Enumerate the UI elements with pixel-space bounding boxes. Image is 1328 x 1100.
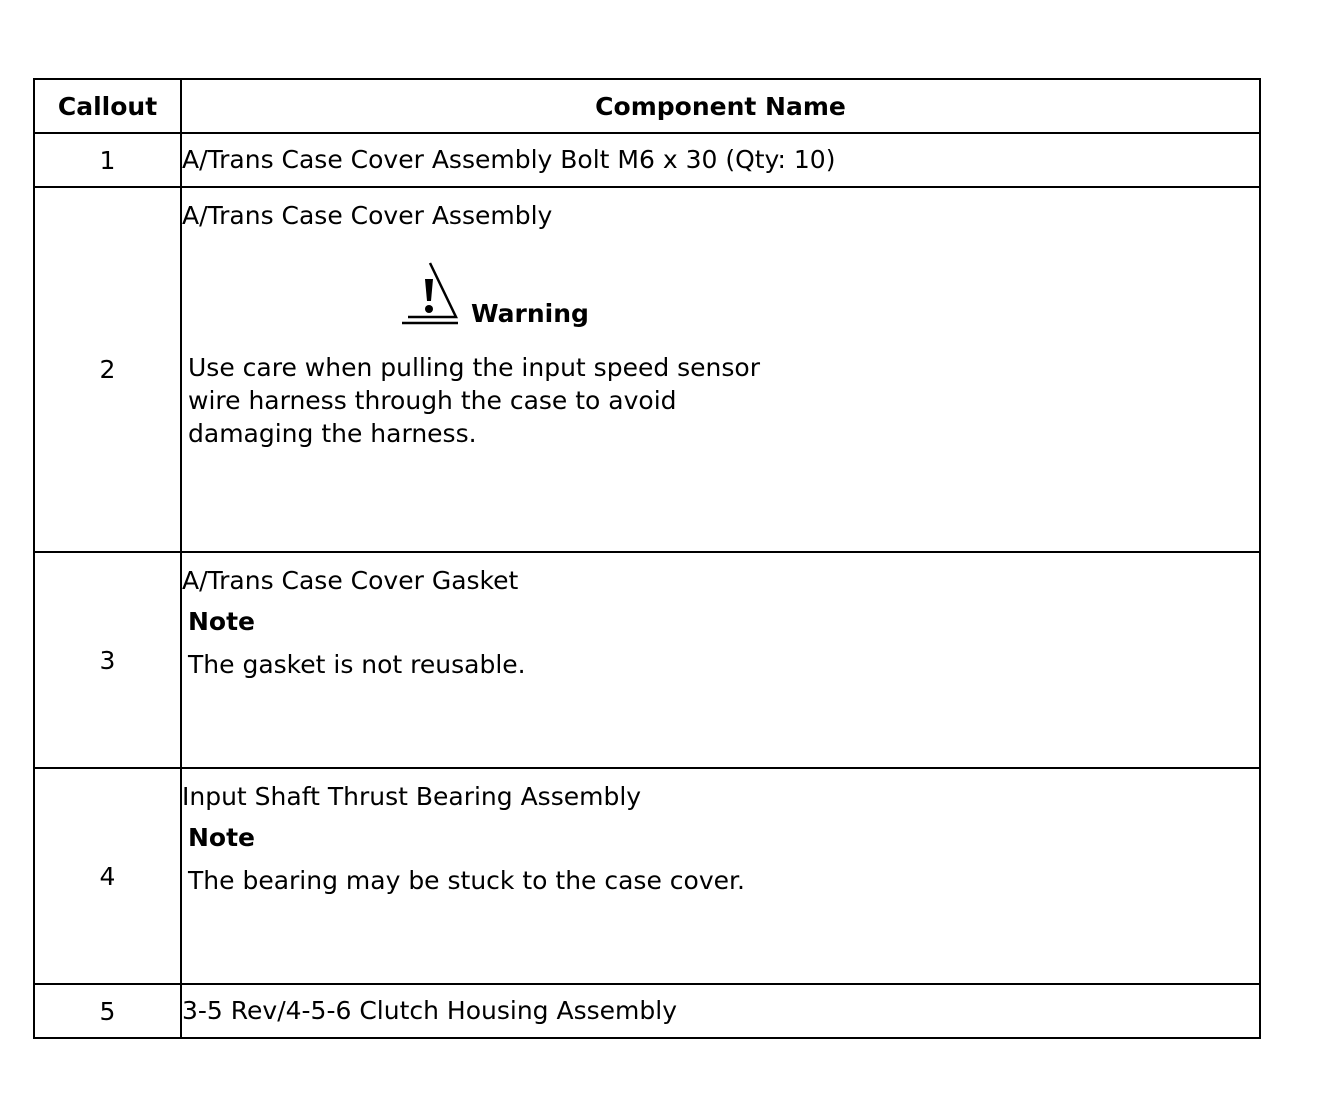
warning-block [182,231,1259,351]
table-row [34,187,1260,552]
component-name: A/Trans Case Cover Gasket [182,566,519,595]
warning-label: Warning [471,299,589,328]
component-cell [181,984,1260,1038]
component-name-column-header: Component Name [181,79,1260,133]
table-header-row [34,79,1260,133]
component-name: Input Shaft Thrust Bearing Assembly [182,782,642,811]
warning-text-line: damaging the harness. [188,419,477,448]
component-name: A/Trans Case Cover Assembly [182,201,553,230]
callout-number: 2 [34,187,181,552]
table-row [34,133,1260,187]
callout-column-header: Callout [34,79,181,133]
component-cell [181,133,1260,187]
callout-number: 5 [34,984,181,1038]
callout-number: 4 [34,768,181,984]
warning-text-line: wire harness through the case to avoid [188,386,677,415]
note-label: Note [188,607,256,636]
callout-number: 1 [34,133,181,187]
note-label: Note [188,823,256,852]
note-text: The bearing may be stuck to the case cover. [188,866,745,895]
table-row [34,768,1260,984]
component-name: 3-5 Rev/4-5-6 Clutch Housing Assembly [182,996,677,1025]
warning-icon [402,261,460,327]
component-cell [181,552,1260,768]
table-row [34,984,1260,1038]
table-row [34,552,1260,768]
warning-text-line: Use care when pulling the input speed sensor [188,353,760,382]
callout-number: 3 [34,552,181,768]
component-cell [181,187,1260,552]
component-name: A/Trans Case Cover Assembly Bolt M6 x 30 (Qty: 10) [182,145,836,174]
note-text: The gasket is not reusable. [188,650,526,679]
warning-text [188,351,828,450]
component-cell [181,768,1260,984]
component-table [33,78,1261,1039]
